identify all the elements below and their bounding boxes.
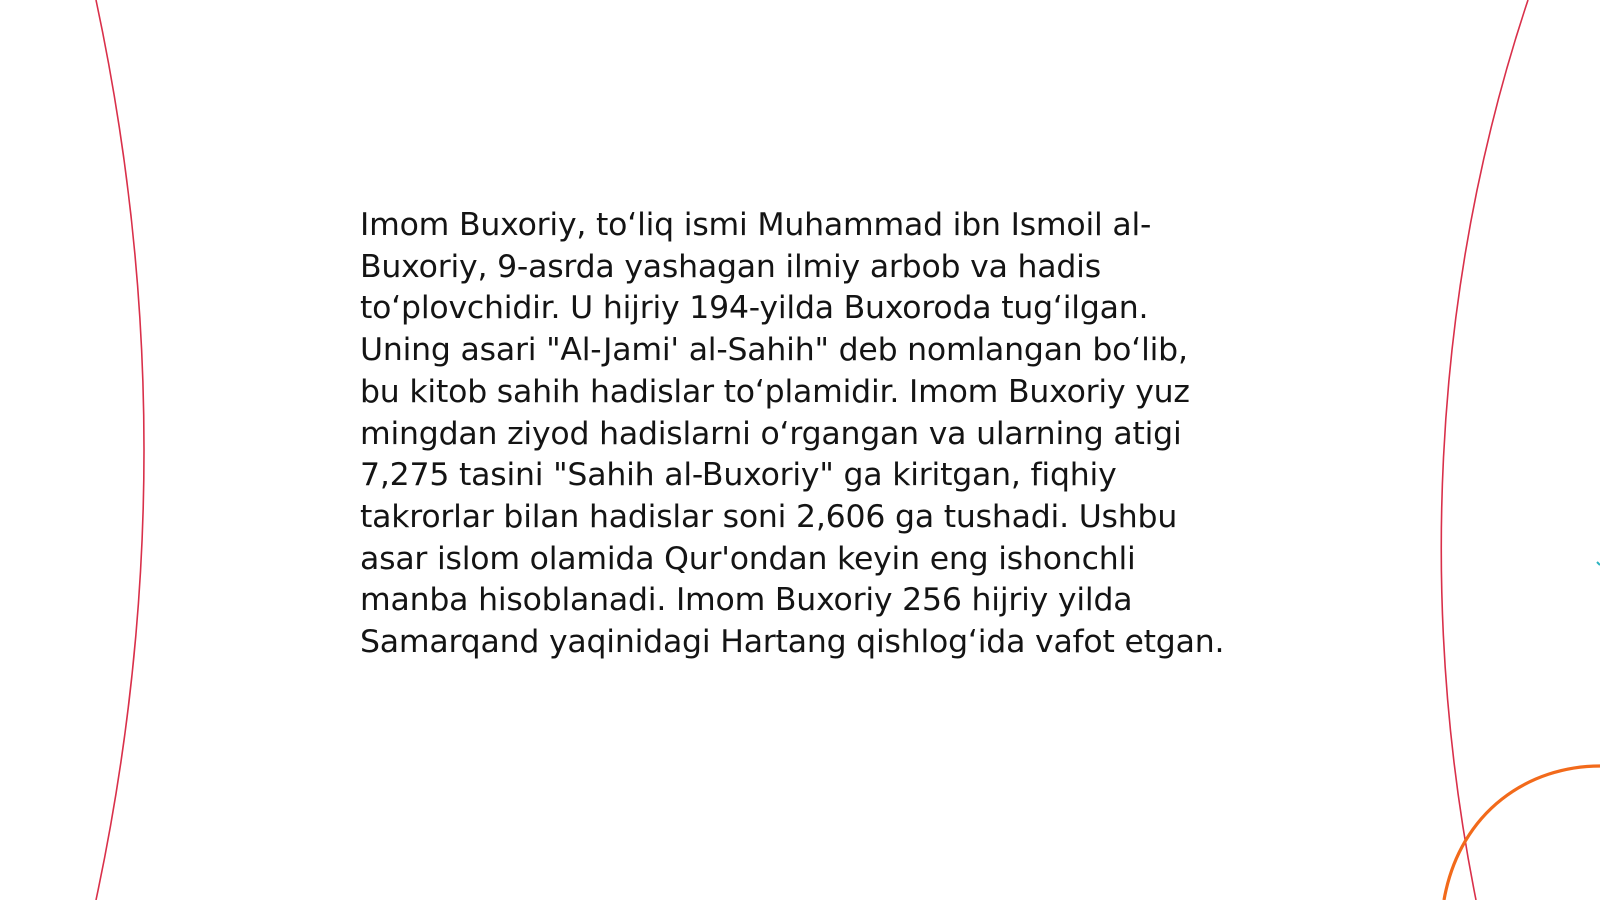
orange-arc [1444, 766, 1600, 900]
body-paragraph: Imom Buxoriy, to‘liq ismi Muhammad ibn Ismoil al-Buxoriy, 9-asrda yashagan ilmiy arbob va hadis to‘plovchidir. U hijriy 194-yilda Buxoroda tug‘ilgan. Uning asari "Al-Jami' al-Sahih" deb nomlangan bo‘lib, bu kitob sahih hadislar to‘plamidir. Imom Buxoriy yuz mingdan ziyod hadislarni o‘rgangan va ularning atigi 7,275 tasini "Sahih al-Buxoriy" ga kiritgan, fiqhiy takrorlar bilan hadislar soni 2,606 ga tushadi. Ushbu asar islom olamida Qur'ondan keyin eng ishonchli manba hisoblanadi. Imom Buxoriy 256 hijriy yilda Samarqand yaqinidagi Hartang qishlog‘ida vafot etgan. [360, 207, 1225, 661]
left-red-curve [96, 0, 144, 900]
right-red-curve [1441, 0, 1528, 900]
